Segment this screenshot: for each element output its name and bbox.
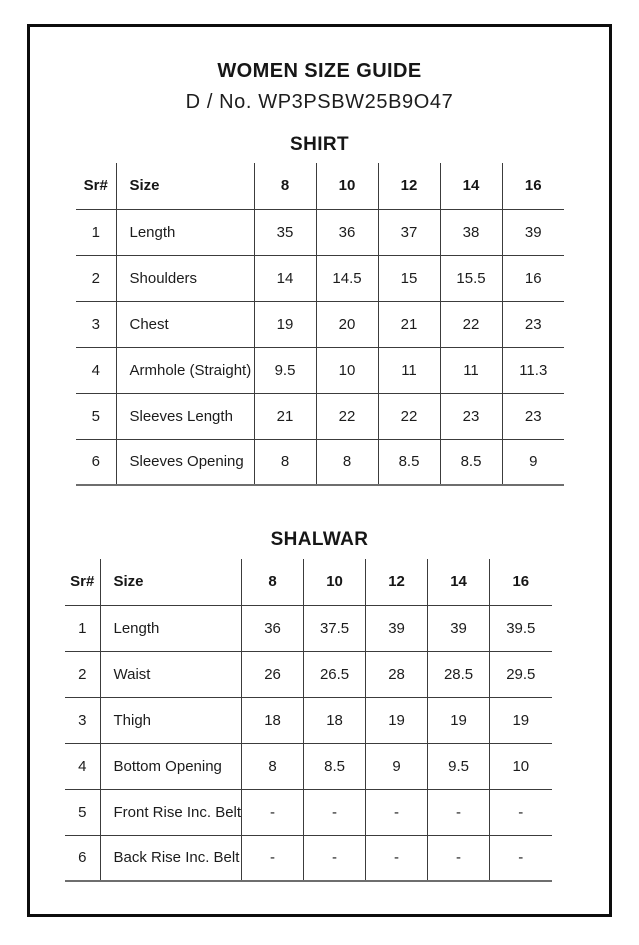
measurement-value-cell: 16: [502, 255, 564, 301]
shalwar-size-table: [65, 559, 552, 882]
measurement-value-cell: 8.5: [378, 439, 440, 485]
table-row: [65, 835, 552, 881]
measurement-name-cell: Sleeves Length: [116, 393, 254, 439]
measurement-value-cell: 8: [254, 439, 316, 485]
measurement-value-cell: -: [428, 789, 490, 835]
measurement-value-cell: 22: [440, 301, 502, 347]
shirt-section-title: SHIRT: [290, 134, 349, 155]
measurement-value-cell: 39: [502, 209, 564, 255]
table-row: [65, 605, 552, 651]
measurement-value-cell: 15.5: [440, 255, 502, 301]
measurement-value-cell: 23: [502, 393, 564, 439]
measurement-value-cell: 38: [440, 209, 502, 255]
table-row: [76, 209, 564, 255]
measurement-value-cell: -: [428, 835, 490, 881]
measurement-value-cell: 18: [304, 697, 366, 743]
measurement-value-cell: 37: [378, 209, 440, 255]
measurement-name-cell: Front Rise Inc. Belt: [100, 789, 242, 835]
serial-cell: 5: [76, 393, 116, 439]
measurement-value-cell: 39: [366, 605, 428, 651]
measurement-value-cell: -: [304, 789, 366, 835]
measurement-value-cell: 36: [242, 605, 304, 651]
table-row: [76, 439, 564, 485]
measurement-value-cell: 8: [316, 439, 378, 485]
measurement-name-cell: Sleeves Opening: [116, 439, 254, 485]
table-row: [76, 347, 564, 393]
measurement-value-cell: 29.5: [490, 651, 552, 697]
doc-number: D / No. WP3PSBW25B9O47: [185, 91, 454, 113]
measurement-value-cell: 19: [254, 301, 316, 347]
measurement-name-cell: Shoulders: [116, 255, 254, 301]
measurement-name-cell: Chest: [116, 301, 254, 347]
measurement-value-cell: 8.5: [304, 743, 366, 789]
table-row: [76, 393, 564, 439]
measurement-name-cell: Back Rise Inc. Belt: [100, 835, 242, 881]
table-row: [65, 789, 552, 835]
measurement-value-cell: 11: [378, 347, 440, 393]
table-row: [65, 743, 552, 789]
measurement-value-cell: 23: [502, 301, 564, 347]
measurement-value-cell: -: [242, 835, 304, 881]
measurement-value-cell: -: [304, 835, 366, 881]
serial-cell: 4: [65, 743, 100, 789]
measurement-value-cell: 26.5: [304, 651, 366, 697]
measurement-value-cell: -: [242, 789, 304, 835]
table-row: [76, 255, 564, 301]
column-header: 8: [242, 559, 304, 605]
serial-cell: 5: [65, 789, 100, 835]
shirt-table-header: [76, 163, 564, 209]
measurement-value-cell: 36: [316, 209, 378, 255]
serial-cell: 3: [76, 301, 116, 347]
measurement-name-cell: Armhole (Straight): [116, 347, 254, 393]
measurement-value-cell: 39.5: [490, 605, 552, 651]
measurement-name-cell: Length: [100, 605, 242, 651]
measurement-value-cell: 37.5: [304, 605, 366, 651]
column-header: Size: [100, 559, 242, 605]
measurement-value-cell: 9: [366, 743, 428, 789]
serial-cell: 3: [65, 697, 100, 743]
serial-cell: 2: [76, 255, 116, 301]
shalwar-section-title: SHALWAR: [270, 529, 369, 550]
column-header: 8: [254, 163, 316, 209]
measurement-name-cell: Bottom Opening: [100, 743, 242, 789]
shirt-size-table: [76, 163, 564, 486]
measurement-value-cell: -: [490, 789, 552, 835]
measurement-value-cell: 19: [366, 697, 428, 743]
measurement-value-cell: 10: [490, 743, 552, 789]
measurement-value-cell: 14.5: [316, 255, 378, 301]
measurement-value-cell: 21: [378, 301, 440, 347]
measurement-value-cell: 19: [490, 697, 552, 743]
header-row: [76, 163, 564, 209]
measurement-value-cell: 15: [378, 255, 440, 301]
serial-cell: 2: [65, 651, 100, 697]
measurement-value-cell: 8: [242, 743, 304, 789]
column-header: Size: [116, 163, 254, 209]
measurement-value-cell: 19: [428, 697, 490, 743]
table-row: [76, 301, 564, 347]
column-header: 10: [304, 559, 366, 605]
measurement-value-cell: 35: [254, 209, 316, 255]
table-row: [65, 697, 552, 743]
column-header: 12: [378, 163, 440, 209]
column-header: Sr#: [70, 573, 95, 591]
measurement-name-cell: Thigh: [100, 697, 242, 743]
measurement-value-cell: 10: [316, 347, 378, 393]
serial-cell: 1: [65, 605, 100, 651]
column-header: 10: [316, 163, 378, 209]
measurement-value-cell: 18: [242, 697, 304, 743]
measurement-value-cell: 21: [254, 393, 316, 439]
measurement-value-cell: 11.3: [502, 347, 564, 393]
measurement-value-cell: 9: [502, 439, 564, 485]
measurement-value-cell: 20: [316, 301, 378, 347]
shalwar-table-body: [65, 605, 552, 881]
measurement-value-cell: 9.5: [254, 347, 316, 393]
serial-cell: 6: [76, 439, 116, 485]
header-row: [65, 559, 552, 605]
measurement-value-cell: -: [366, 835, 428, 881]
measurement-value-cell: 14: [254, 255, 316, 301]
measurement-value-cell: 26: [242, 651, 304, 697]
measurement-name-cell: Length: [116, 209, 254, 255]
measurement-name-cell: Waist: [100, 651, 242, 697]
measurement-value-cell: 11: [440, 347, 502, 393]
shalwar-table-header: [65, 559, 552, 605]
table-row: [65, 651, 552, 697]
measurement-value-cell: 8.5: [440, 439, 502, 485]
column-header: 16: [502, 163, 564, 209]
column-header: Sr#: [83, 177, 108, 195]
measurement-value-cell: 39: [428, 605, 490, 651]
page-title: WOMEN SIZE GUIDE: [217, 60, 422, 82]
column-header: 14: [440, 163, 502, 209]
measurement-value-cell: 9.5: [428, 743, 490, 789]
measurement-value-cell: 23: [440, 393, 502, 439]
column-header: 16: [490, 559, 552, 605]
shirt-table-body: [76, 209, 564, 485]
measurement-value-cell: 28: [366, 651, 428, 697]
measurement-value-cell: 28.5: [428, 651, 490, 697]
measurement-value-cell: -: [366, 789, 428, 835]
measurement-value-cell: 22: [378, 393, 440, 439]
serial-cell: 6: [65, 835, 100, 881]
measurement-value-cell: -: [490, 835, 552, 881]
column-header: 12: [366, 559, 428, 605]
serial-cell: 1: [76, 209, 116, 255]
column-header: 14: [428, 559, 490, 605]
measurement-value-cell: 22: [316, 393, 378, 439]
serial-cell: 4: [76, 347, 116, 393]
